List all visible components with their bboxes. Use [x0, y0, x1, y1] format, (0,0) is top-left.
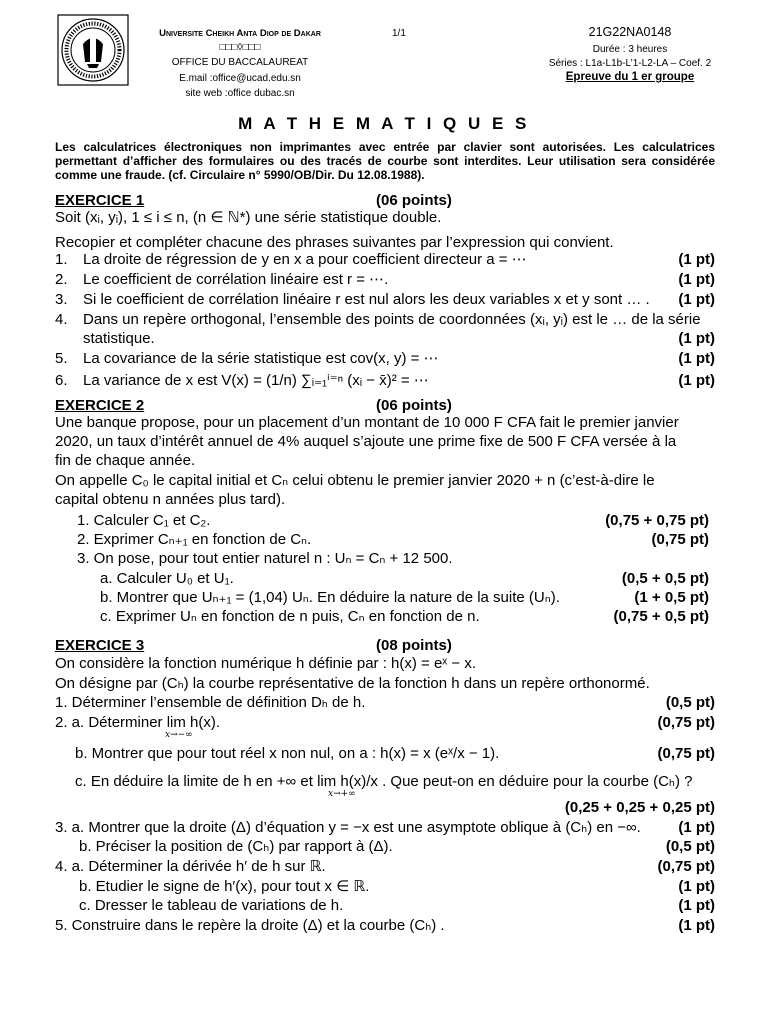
question-text: b. Montrer que Uₙ₊₁ = (1,04) Uₙ. En déduire la nature de la suite (Uₙ). [100, 589, 560, 606]
ex1-question-continuation [55, 330, 715, 348]
question-text: statistique. [83, 330, 155, 347]
question-text: La droite de régression de y en x a pour coefficient directeur a = ⋯ [83, 251, 527, 268]
question-text: Le coefficient de corrélation linéaire est r = ⋯. [83, 271, 389, 288]
ex2-question [55, 512, 715, 530]
question-points: (0,5 pt) [665, 838, 715, 855]
question-points: (1 pt) [678, 350, 715, 367]
exercise-2-paragraph-line: capital obtenu n années plus tard). [55, 491, 286, 508]
limit-subscript: x→−∞ [165, 730, 193, 740]
question-text: b. Préciser la position de (Cₕ) par rapport à (Δ). [79, 838, 393, 855]
question-number: 4. [55, 311, 68, 328]
exercise-2-heading: EXERCICE 2 [55, 397, 145, 414]
exercise-1-heading: EXERCICE 1 [55, 192, 145, 209]
question-points: (0,75 pt) [657, 858, 715, 875]
question-text: b. Etudier le signe de h′(x), pour tout x ∈ ℝ. [79, 878, 370, 895]
question-number: 6. [55, 372, 68, 389]
question-text: b. Montrer que pour tout réel x non nul, on a : h(x) = x (eˣ/x − 1). [75, 745, 500, 762]
university-seal-logo [57, 14, 129, 86]
exercise-3-paragraph-line: On considère la fonction numérique h définie par : h(x) = eˣ − x. [55, 655, 476, 672]
question-number: 5. [55, 350, 68, 367]
ex3-question [55, 819, 715, 837]
question-number: 1. [55, 251, 68, 268]
question-points: (1 pt) [678, 271, 715, 288]
question-text: c. Exprimer Uₙ en fonction de n puis, Cₙ en fonction de n. [100, 608, 480, 625]
ex3-subquestion [55, 838, 715, 856]
question-points: (0,75 + 0,5 pt) [613, 608, 709, 625]
office-name: OFFICE DU BACCALAUREAT [171, 57, 309, 68]
ex1-question [55, 271, 715, 289]
exercise-3-paragraph-line: On désigne par (Cₕ) la courbe représentative de la fonction h dans un repère orthonormé. [55, 675, 650, 692]
ex2-question [55, 531, 715, 549]
exercise-3-heading: EXERCICE 3 [55, 637, 145, 654]
question-points: (0,25 + 0,25 + 0,25 pt) [564, 799, 715, 816]
ex3-subquestion [55, 897, 715, 915]
question-text: 4. a. Déterminer la dérivée h′ de h sur ℝ. [55, 858, 326, 875]
exam-session: Epreuve du 1 er groupe [565, 71, 695, 83]
exercise-2-paragraph-line: fin de chaque année. [55, 452, 196, 469]
question-text: La variance de x est V(x) = (1/n) ∑ᵢ₌₁ⁱ⁼ⁿ (xᵢ − x̄)² = ⋯ [83, 372, 429, 389]
question-number: 3. [55, 291, 68, 308]
question-text: 1. Déterminer l’ensemble de définition Dₕ de h. [55, 694, 366, 711]
question-points: (0,75 pt) [657, 714, 715, 731]
exercise-1-statement: Soit (xᵢ, yᵢ), 1 ≤ i ≤ n, (n ∈ ℕ*) une série statistique double. [55, 209, 442, 226]
question-text: c. Dresser le tableau de variations de h. [79, 897, 344, 914]
question-points: (1 + 0,5 pt) [634, 589, 709, 606]
ex3-question [55, 917, 715, 935]
question-points: (1 pt) [678, 897, 715, 914]
question-text: 3. On pose, pour tout entier naturel n : Uₙ = Cₙ + 12 500. [77, 550, 453, 567]
question-points: (0,75 pt) [657, 745, 715, 762]
question-text: La covariance de la série statistique est cov(x, y) = ⋯ [83, 350, 439, 367]
ex2-question [55, 550, 715, 568]
office-email: E.mail :office@ucad.edu.sn [179, 73, 301, 84]
question-text: 5. Construire dans le repère la droite (Δ) et la courbe (Cₕ) . [55, 917, 445, 934]
question-text: c. En déduire la limite de h en +∞ et lim h(x)/x . Que peut-on en déduire pour la courbe (Cₕ) ? [75, 773, 693, 790]
question-points: (0,5 pt) [665, 694, 715, 711]
question-points: (1 pt) [678, 917, 715, 934]
question-points: (1 pt) [678, 291, 715, 308]
ex2-subquestion [55, 608, 715, 626]
question-points: (0,75 + 0,75 pt) [605, 512, 709, 529]
exercise-2-paragraph-line: Une banque propose, pour un placement d’un montant de 10 000 F CFA fait le premier janvier [55, 414, 679, 431]
ex3-subquestion [55, 745, 715, 763]
question-text: 2. a. Déterminer lim h(x). [55, 714, 221, 731]
university-name: Universite Cheikh Anta Diop de Dakar [159, 28, 321, 39]
ex1-question [55, 372, 715, 390]
ex3-question [55, 694, 715, 712]
exam-series: Séries : L1a-L1b-L’1-L2-LA – Coef. 2 [548, 58, 712, 69]
exercise-3-points: (08 points) [376, 637, 452, 654]
ex2-subquestion [55, 570, 715, 588]
ex1-question [55, 311, 715, 329]
exercise-2-paragraph-line: On appelle C₀ le capital initial et Cₙ celui obtenu le premier janvier 2020 + n (c’est-à-dire le [55, 472, 655, 489]
ex3-question [55, 858, 715, 876]
question-points: (0,75 pt) [651, 531, 709, 548]
question-text: Dans un repère orthogonal, l’ensemble des points de coordonnées (xᵢ, yᵢ) est le … de la série [83, 311, 701, 328]
question-text: 2. Exprimer Cₙ₊₁ en fonction de Cₙ. [77, 531, 312, 548]
question-text: 1. Calculer C₁ et C₂. [77, 512, 211, 529]
question-text: 3. a. Montrer que la droite (Δ) d’équation y = −x est une asymptote oblique à (Cₕ) en −∞. [55, 819, 641, 836]
page-number: 1/1 [392, 28, 406, 39]
ex3-question [55, 714, 715, 732]
question-points: (1 pt) [678, 819, 715, 836]
office-website: site web :office dubac.sn [185, 88, 295, 99]
exam-code: 21G22NA0148 [588, 25, 672, 39]
calculator-notice: Les calculatrices électroniques non imprimantes avec entrée par clavier sont autorisées. Les calculatrices permettant d’afficher des formulaires ou des tracés de courbe sont interdites. Leur utilisation sera considérée comme une fraude. (cf. Circulaire n° 5990/OB/Dir. Du 12.08.1988). [55, 140, 715, 182]
question-text: a. Calculer U₀ et U₁. [100, 570, 234, 587]
ex1-question [55, 251, 715, 269]
page-title: M A T H E M A T I Q U E S [238, 114, 530, 133]
ex3-subquestion [55, 773, 715, 791]
question-points: (1 pt) [678, 878, 715, 895]
question-points: (1 pt) [678, 372, 715, 389]
question-points: (0,5 + 0,5 pt) [621, 570, 709, 587]
exercise-2-points: (06 points) [376, 397, 452, 414]
ex2-subquestion [55, 589, 715, 607]
exercise-2-paragraph-line: 2020, un taux d’intérêt annuel de 4% auquel s’ajoute une prime fixe de 500 F CFA versée à la [55, 433, 677, 450]
question-points: (1 pt) [678, 330, 715, 347]
question-points: (1 pt) [678, 251, 715, 268]
exercise-1-instruction: Recopier et compléter chacune des phrases suivantes par l’expression qui convient. [55, 234, 614, 251]
ex3-subquestion [55, 878, 715, 896]
question-text: Si le coefficient de corrélation linéaire r est nul alors les deux variables x et y sont … . [83, 291, 650, 308]
ex1-question [55, 291, 715, 309]
ex1-question [55, 350, 715, 368]
exam-duration: Durée : 3 heures [592, 44, 668, 55]
question-number: 2. [55, 271, 68, 288]
exercise-1-points: (06 points) [376, 192, 452, 209]
header-decoration: □□□◊□□□ [219, 42, 261, 53]
limit-subscript: x→+∞ [328, 789, 356, 799]
